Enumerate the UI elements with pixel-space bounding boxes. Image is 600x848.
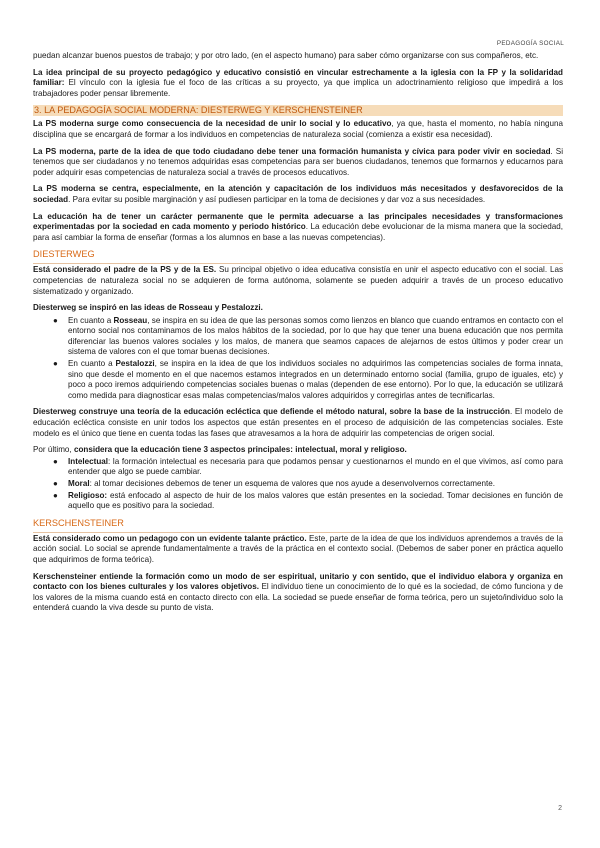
list-item-text: En cuanto a	[68, 315, 114, 325]
paragraph	[33, 147, 563, 179]
paragraph-bold: Diesterweg construye una teoría de la educación ecléctica que defiende el método natural, sobre la base de la instrucción	[33, 407, 510, 417]
paragraph	[33, 68, 563, 100]
subheading-text: DIESTERWEG	[33, 249, 95, 260]
paragraph-text: Por último,	[33, 445, 74, 455]
paragraph-text: . Si tenemos que ser ciudadanos y no tenemos adquiridas esas competencias para ser buenos ciudadanos, tenemos que formarnos y educarnos para poder adquirir esas competencias de naturaleza social a través de procesos educativos.	[33, 146, 563, 177]
paragraph-text: El vínculo con la iglesia fue el foco de las críticas a su proyecto, ya que implica un adoctrinamiento religioso que impedirá a los trabajadores poder pensar libremente.	[33, 78, 563, 98]
subheading-text: KERSCHENSTEINER	[33, 517, 124, 528]
list-item	[33, 359, 563, 401]
page-content	[33, 51, 563, 620]
paragraph-text: , ya que, hasta el momento, no había ninguna disciplina que se encargará de formar a los individuos en competencias de naturaleza social (comienza a existir esa necesidad).	[33, 119, 563, 139]
paragraph-text: . La educación debe evolucionar de la misma manera que la sociedad, para así cambiar la forma de enseñar (formas a los alumnos en base a las nuevas competencias).	[33, 222, 563, 242]
subheading-diesterweg	[33, 249, 563, 264]
list-item	[33, 491, 563, 512]
paragraph-bold: Kerschensteiner entiende la formación como un modo de ser espiritual, unitario y con sentido, que el individuo elabora y organiza en contacto con los bienes culturales y los valores objetivos.	[33, 571, 563, 592]
paragraph-bold: Diesterweg se inspiró en las ideas de Rosseau y Pestalozzi.	[33, 303, 263, 313]
paragraph-text: . Para evitar su posible marginación y así pudiesen participar en la toma de decisiones y dar voz a sus necesidades.	[68, 194, 486, 204]
list-item-bold: Religioso:	[68, 490, 108, 500]
paragraph	[33, 119, 563, 140]
paragraph-bold: Está considerado como un pedagogo con un evidente talante práctico.	[33, 533, 307, 543]
running-header: PEDAGOGÍA SOCIAL	[496, 40, 564, 47]
list-item-text: En cuanto a	[68, 359, 116, 369]
paragraph-bold: considera que la educación tiene 3 aspectos principales: intelectual, moral y religioso.	[73, 445, 407, 455]
paragraph	[33, 572, 563, 614]
list-item-text: : al tomar decisiones debemos de tener un esquema de valores que nos ayude a desenvolvernos correctamente.	[89, 479, 495, 488]
paragraph	[33, 265, 563, 297]
section-heading: 3. LA PEDAGOGÍA SOCIAL MODERNA: DIESTERWEG Y KERSCHENSTEINER	[33, 105, 563, 116]
paragraph-text: . El modelo de educación ecléctica consiste en unir todos los aspectos que están presentes en el proceso de adquisición de las competencias sociales. Este modelo es el único que tiene en cuenta todas las fases que atravesamos a la hora de adquirir las competencias de origen social.	[33, 407, 563, 438]
list-item-text: está enfocado al aspecto de huir de los malos valores que están presentes en la sociedad. Tomar decisiones en función de aquello que es positivo para la sociedad.	[68, 490, 563, 511]
subheading-kerschensteiner	[33, 518, 563, 533]
list-item	[33, 457, 563, 478]
influences-list	[33, 316, 563, 402]
list-item	[33, 479, 563, 490]
paragraph-text: El individuo tiene un conocimiento de lo qué es la sociedad, de cómo funciona y de los valores de la misma cuando está en contacto directo con ella. La sociedad se puede enseñar de forma teórica, pero un sujeto/individuo solo la entenderá cuando la viva desde su punto de vista.	[33, 582, 563, 613]
paragraph-text: Este, parte de la idea de que los individuos aprendemos a través de la acción social. Lo social se aprende fundamentalmente a través de la práctica en el contexto social. (Debemos de saber poner en práctica aquello que adquirimos de forma teórica).	[33, 533, 563, 564]
bullet-icon: ●	[53, 479, 58, 488]
page-number: 2	[558, 805, 562, 812]
paragraph-bold: La PS moderna se centra, especialmente, en la atención y capacitación de los individuos más necesitados y desfavorecidos de la sociedad	[33, 184, 563, 204]
paragraph	[33, 184, 563, 205]
bullet-icon: ●	[53, 490, 58, 500]
bullet-icon: ●	[53, 315, 58, 325]
list-item-text: , se inspira en la idea de que los individuos sociales no adquirimos las competencias sociales de forma innata, sino que desde el momento en el que nacemos estamos integrados en un determinado entorno social (familia, grupo de iguales, etc) y poco a poco iremos adquiriendo competencias sociales buenas o malas (dependen de ese entorno). Por lo que, la educación se utilizará como medida para diagnosticar esas malas competencias/malos valores adquiridos y corregirlas antes de tecnificarlas.	[68, 359, 564, 400]
list-item-bold: Pestalozzi	[115, 359, 155, 369]
paragraph-text: Su principal objetivo o idea educativa consistía en unir el aspecto educativo con el social. Las competencias de naturaleza social no se adquieren de forma autónoma, solamente se pueden adquirir a través de un proceso educativo sistematizado y organizado.	[33, 265, 563, 296]
aspects-list	[33, 457, 563, 512]
list-item-text: : la formación intelectual es necesaria para que podamos pensar y cuestionarnos el mundo en el que vivimos, así como para entender que algo se puede cambiar.	[68, 456, 563, 477]
bullet-icon: ●	[53, 359, 58, 369]
paragraph-bold: La PS moderna surge como consecuencia de la necesidad de unir lo social y lo educativo	[33, 119, 392, 129]
paragraph-bold: La educación ha de tener un carácter permanente que le permita adecuarse a las principales necesidades y transformaciones experimentadas por la sociedad en cada momento y periodo histórico	[33, 211, 563, 232]
paragraph-bold: La PS moderna, parte de la idea de que todo ciudadano debe tener una formación humanista y cívica para poder vivir en sociedad	[33, 146, 551, 156]
list-item-bold: Intelectual	[68, 456, 109, 466]
list-item-bold: Rosseau	[113, 315, 148, 325]
paragraph	[33, 212, 563, 244]
paragraph	[33, 407, 563, 439]
paragraph	[33, 51, 563, 62]
paragraph	[33, 534, 563, 566]
paragraph	[33, 445, 563, 456]
paragraph-text: puedan alcanzar buenos puestos de trabajo; y por otro lado, (en el aspecto humano) para saber cómo organizarse con sus compañeros, etc.	[33, 51, 539, 60]
list-item	[33, 316, 563, 358]
bullet-icon: ●	[53, 456, 58, 466]
paragraph	[33, 303, 563, 314]
paragraph-bold: La idea principal de su proyecto pedagógico y educativo consistió en vincular estrechamente a la iglesia con la FP y la solidaridad familiar:	[33, 67, 563, 88]
paragraph-bold: Está considerado el padre de la PS y de la ES.	[33, 265, 217, 275]
list-item-bold: Moral	[68, 479, 90, 488]
list-item-text: , se inspira en su idea de que las personas somos como lienzos en blanco que cuando entramos en contacto con el entorno social nos contaminamos de los malos hábitos de la sociedad, por lo que hay que tener una buena educación que nos permita diferenciar las buenos valores sociales y los malos, de manera que seamos capaces de alejarnos de estos últimos y poder crear un sistema de valores con el que tomar buenas decisiones.	[68, 315, 563, 357]
